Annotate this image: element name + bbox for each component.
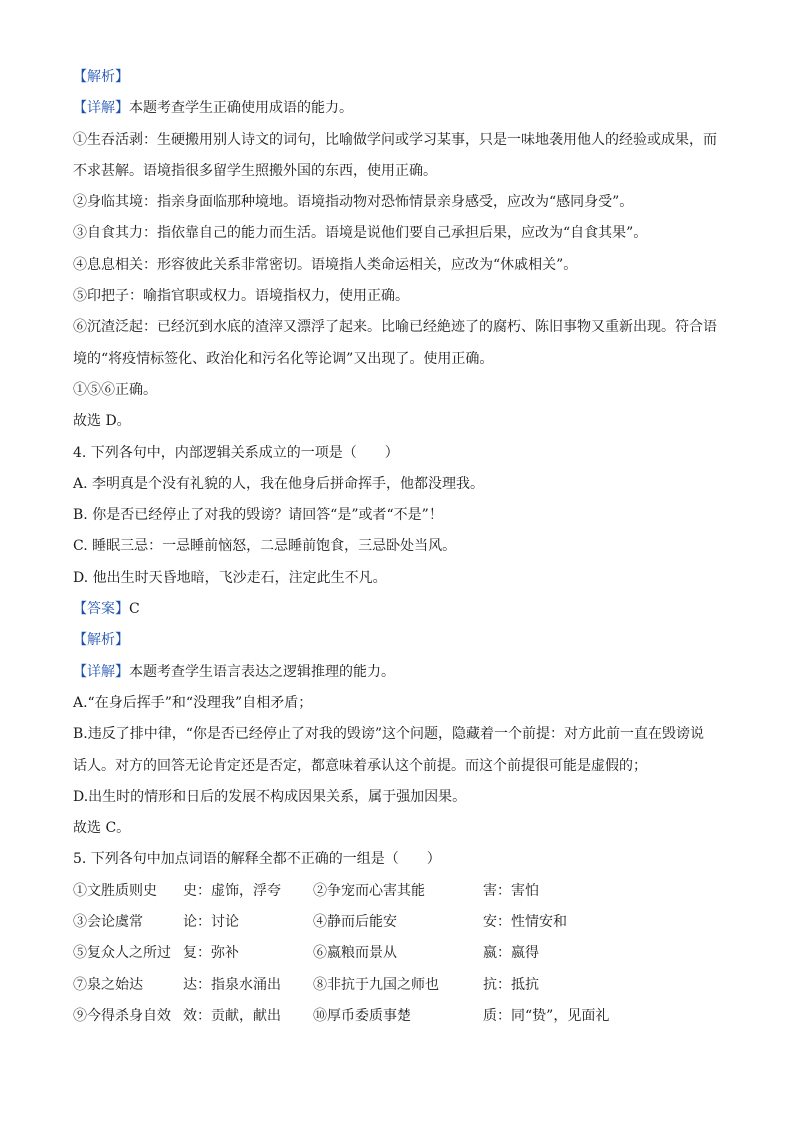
- q4-choose: 故选 C。: [73, 820, 131, 837]
- q5-gloss: 史：虚饰，浮夸: [183, 882, 281, 899]
- q5-phrase: ⑨今得杀身自效: [73, 1007, 171, 1024]
- q3-detail-text: 本题考查学生正确使用成语的能力。: [129, 100, 353, 117]
- q5-gloss: 论：讨论: [183, 914, 239, 931]
- q4-option-d: D. 他出生时天昏地暗，飞沙走石，注定此生不凡。: [73, 569, 387, 586]
- q5-gloss: 复：弥补: [183, 945, 239, 962]
- q3-item1-line1: ①生吞活剥：生硬搬用别人诗文的词句，比喻做学问或学习某事，只是一味地袭用他人的经验或成果，而: [73, 131, 717, 148]
- q4-option-c: C. 睡眠三忌：一忌睡前恼怒，二忌睡前饱食，三忌卧处当风。: [73, 538, 457, 555]
- q5-phrase: ④静而后能安: [313, 914, 397, 931]
- q5-phrase: ③会论虞常: [73, 914, 143, 931]
- q5-gloss: 抗：抵抗: [483, 976, 539, 993]
- q4-detail-text: 本题考查学生语言表达之逻辑推理的能力。: [129, 663, 395, 680]
- q4-analysis-tag: 【解析】: [73, 632, 129, 649]
- q3-item3: ③自食其力：指依靠自己的能力而生活。语境是说他们要自己承担后果，应改为“自食其果”。: [73, 225, 648, 242]
- q5-gloss: 嬴：嬴得: [483, 945, 539, 962]
- q4-a-explain: A.“在身后挥手”和“没理我”自相矛盾；: [73, 694, 313, 711]
- q3-analysis-tag: 【解析】: [73, 69, 129, 85]
- q5-phrase: ⑦泉之始达: [73, 976, 143, 993]
- q5-phrase: ⑥嬴粮而景从: [313, 945, 397, 962]
- q5-phrase: ①文胜质则史: [73, 882, 157, 899]
- document-body: [73, 62, 733, 1032]
- q5-row: [73, 907, 733, 938]
- q3-detail-tag: 【详解】: [73, 100, 129, 117]
- q5-phrase: ②争宠而心害其能: [313, 882, 425, 899]
- q4-detail-line: [73, 657, 733, 688]
- q5-row: [73, 1001, 733, 1032]
- q5-gloss: 达：指泉水涌出: [183, 976, 281, 993]
- q5-gloss: 质：同“贽”，见面礼: [483, 1007, 610, 1024]
- q5-phrase: ⑧非抗于九国之师也: [313, 976, 439, 993]
- q5-gloss: 害：害怕: [483, 882, 539, 899]
- q5-phrase: ⑤复众人之所过: [73, 945, 171, 962]
- q3-choose: 故选 D。: [73, 413, 131, 430]
- q4-b-explain-line1: B.违反了排中律，“你是否已经停止了对我的毁谤”这个问题，隐藏着一个前提：对方此前一直在毁谤说: [73, 726, 705, 743]
- q4-option-b: B. 你是否已经停止了对我的毁谤？请回答“是”或者“不是”！: [73, 507, 443, 524]
- q5-row: [73, 876, 733, 907]
- q4-answer-tag: 【答案】: [73, 601, 129, 618]
- q4-answer-value: C: [129, 601, 140, 618]
- q5-row: [73, 938, 733, 969]
- q3-item6-line1: ⑥沉渣泛起：已经沉到水底的渣滓又漂浮了起来。比喻已经絶迹了的腐朽、陈旧事物又重新出现。符合语: [73, 319, 717, 336]
- q4-option-a: A. 李明真是个没有礼貌的人，我在他身后拼命挥手，他都没理我。: [73, 475, 485, 492]
- q4-answer-line: [73, 594, 733, 625]
- q3-item4: ④息息相关：形容彼此关系非常密切。语境指人类命运相关，应改为“休戚相关”。: [73, 256, 578, 273]
- q5-phrase: ⑩厚币委质事楚: [313, 1007, 411, 1024]
- q3-correct: ①⑤⑥正确。: [73, 381, 157, 398]
- q4-detail-tag: 【详解】: [73, 663, 129, 680]
- q4-stem: 4. 下列各句中，内部逻辑关系成立的一项是（ ）: [73, 444, 399, 461]
- q3-item1-line2: 不求甚解。语境指很多留学生照搬外国的东西，使用正确。: [73, 162, 437, 179]
- q3-item6-line2: 境的“将疫情标签化、政治化和污名化等论调”又出现了。使用正确。: [73, 350, 494, 367]
- q5-gloss: 安：性情安和: [483, 914, 567, 931]
- q4-d-explain: D.出生时的情形和日后的发展不构成因果关系，属于强加因果。: [73, 788, 467, 805]
- q3-item5: ⑤印把子：喻指官职或权力。语境指权力，使用正确。: [73, 288, 409, 305]
- q5-row: [73, 970, 733, 1001]
- q3-item2: ②身临其境：指亲身面临那种境地。语境指动物对恐怖情景亲身感受，应改为“感同身受”。: [73, 194, 634, 211]
- q3-detail-line: [73, 93, 733, 124]
- q4-b-explain-line2: 话人。对方的回答无论肯定还是否定，都意味着承认这个前提。而这个前提很可能是虚假的；: [73, 757, 647, 774]
- q5-stem: 5. 下列各句中加点词语的解释全都不正确的一组是（ ）: [73, 851, 441, 868]
- q5-gloss: 效：贡献，献出: [183, 1007, 281, 1024]
